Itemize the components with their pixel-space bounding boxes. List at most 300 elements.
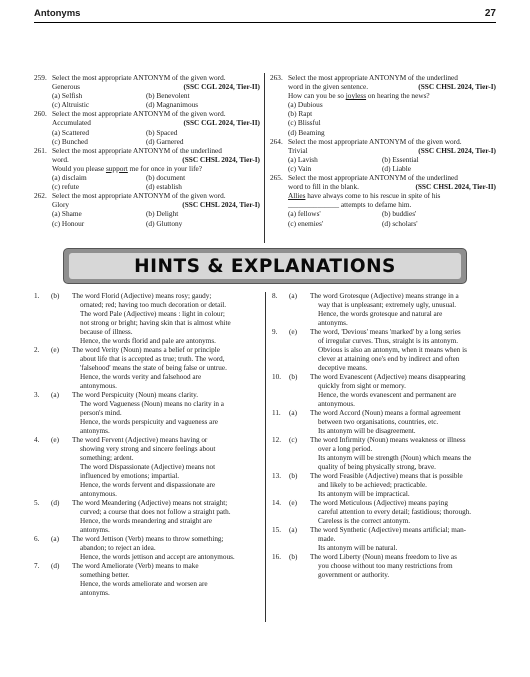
underlined-word: joyless <box>345 91 367 101</box>
sentence-text: have always come to his rescue in spite of his <box>305 191 441 201</box>
option-line <box>34 209 260 218</box>
answer-line <box>34 328 260 337</box>
answer-text: careful attention to every detail; fastidious; thorough. <box>318 508 472 516</box>
answer-text: The word Evanescent (Adjective) means disappearing <box>310 373 466 381</box>
question-line <box>34 146 260 155</box>
answer-text: person's mind. <box>80 409 122 417</box>
answer-text: antonyms. <box>80 427 110 435</box>
answer-text: Hence, the words meandering and straight are <box>80 517 212 525</box>
question-block <box>34 146 260 191</box>
answer-letter: (c) <box>289 436 297 444</box>
question-sentence <box>288 91 430 100</box>
answer-text: because of illness. <box>80 328 133 336</box>
answer-text: government or authority. <box>318 571 390 579</box>
answer-number: 8. <box>272 292 278 300</box>
option: (c) refute <box>52 182 79 192</box>
right-answer-column <box>272 292 496 580</box>
hints-banner <box>63 248 467 284</box>
sentence-text: ______________ attempts to defame him. <box>288 200 412 210</box>
question-prompt: Select the most appropriate ANTONYM of the given word. <box>52 73 226 82</box>
answer-block <box>272 553 496 580</box>
answer-line <box>272 490 496 499</box>
answer-text: ornated; red; having too much decoration or detail. <box>80 301 227 309</box>
answer-text: The word Ameliorate (Verb) means to make <box>72 562 199 570</box>
answer-line <box>272 418 496 427</box>
answer-line <box>34 373 260 382</box>
answer-line <box>272 382 496 391</box>
option: (d) Gluttony <box>146 218 183 228</box>
answer-line <box>272 337 496 346</box>
question-line <box>270 73 496 82</box>
answer-text: antonyms. <box>80 526 110 534</box>
option-line <box>270 219 496 228</box>
answer-block <box>34 391 260 436</box>
question-line <box>270 82 496 91</box>
answer-line <box>272 319 496 328</box>
option: (d) Liable <box>382 163 411 173</box>
answer-number: 5. <box>34 499 40 507</box>
answer-number: 7. <box>34 562 40 570</box>
option: (c) Honour <box>52 218 85 228</box>
answer-text: The word Meandering (Adjective) means not straight; <box>72 499 228 507</box>
answer-block <box>272 328 496 373</box>
answer-text: Its antonym will be disagreement. <box>318 427 416 435</box>
answer-text: The word Infirmity (Noun) means weakness or illness <box>310 436 466 444</box>
answer-block <box>272 499 496 526</box>
question-number: 264. <box>270 136 283 146</box>
answer-text: The word Dispassionate (Adjective) means not <box>80 463 216 471</box>
answer-text: The word Meticulous (Adjective) means paying <box>310 499 448 507</box>
answer-number: 3. <box>34 391 40 399</box>
answer-letter: (b) <box>51 292 60 300</box>
question-number: 260. <box>34 109 47 119</box>
answer-text: The word, 'Devious' means 'marked' by a long series <box>310 328 461 336</box>
question-prompt: word. <box>52 154 69 164</box>
answer-text: Hence, the words perspicuity and vagueness are <box>80 418 218 426</box>
option-line <box>270 164 496 173</box>
answer-text: curved; a course that does not follow a straight path. <box>80 508 231 516</box>
answer-text: Hence, the words ameliorate and worsen are <box>80 580 208 588</box>
exam-source: (SSC CHSL 2024, Tier-II) <box>415 182 496 192</box>
question-number: 262. <box>34 191 47 201</box>
answer-block <box>34 346 260 391</box>
answer-line <box>34 517 260 526</box>
question-block <box>34 191 260 227</box>
answer-line <box>272 409 496 418</box>
option-line <box>34 137 260 146</box>
question-stem: Trivial <box>288 145 308 155</box>
option: (d) establish <box>146 182 182 192</box>
answer-line <box>272 526 496 535</box>
option: (b) Delight <box>146 209 179 219</box>
answer-line <box>272 553 496 562</box>
answer-line <box>272 562 496 571</box>
answer-block <box>34 436 260 499</box>
answer-number: 13. <box>272 472 281 480</box>
page-header <box>34 8 496 22</box>
answer-text: Hence, the words florid and pale are antonyms. <box>80 337 216 345</box>
answer-line <box>34 436 260 445</box>
answer-line <box>34 292 260 301</box>
option-line <box>34 100 260 109</box>
answer-block <box>272 373 496 409</box>
answer-line <box>34 544 260 553</box>
answer-text: The word Fervent (Adjective) means having or <box>72 436 208 444</box>
answer-number: 9. <box>272 328 278 336</box>
answer-text: The word Jettison (Verb) means to throw something; <box>72 535 224 543</box>
answer-line <box>272 499 496 508</box>
question-sentence <box>52 164 202 173</box>
option-line <box>270 155 496 164</box>
question-prompt: Select the most appropriate ANTONYM of the given word. <box>52 191 226 201</box>
answer-line <box>272 544 496 553</box>
question-line <box>34 118 260 127</box>
exam-source: (SSC CHSL 2024, Tier-I) <box>418 145 496 155</box>
sentence-text: How can you be so <box>288 91 346 101</box>
answer-text: The word Feasible (Adjective) means that is possible <box>310 472 463 480</box>
answer-letter: (b) <box>289 373 298 381</box>
question-number: 259. <box>34 73 47 82</box>
answer-number: 14. <box>272 499 281 507</box>
answer-line <box>34 499 260 508</box>
question-line <box>270 146 496 155</box>
question-number: 263. <box>270 73 283 82</box>
answer-line <box>34 310 260 319</box>
option: (c) Vain <box>288 163 312 173</box>
answer-number: 11. <box>272 409 281 417</box>
answer-line <box>272 346 496 355</box>
option: (b) buddies' <box>382 209 417 219</box>
exam-source: (SSC CGL 2024, Tier-II) <box>183 82 260 92</box>
answer-text: abandon; to reject an idea. <box>80 544 156 552</box>
answer-block <box>272 472 496 499</box>
answer-line <box>34 364 260 373</box>
answer-text: Hence, the words verity and falsehood are <box>80 373 202 381</box>
answer-text: antonyms. <box>318 319 348 327</box>
answer-letter: (e) <box>51 346 59 354</box>
answer-text: antonymous. <box>80 382 117 390</box>
option: (a) disclaim <box>52 173 87 183</box>
answer-block <box>272 292 496 328</box>
answer-line <box>272 571 496 580</box>
answer-block <box>34 535 260 562</box>
option: (a) fellows' <box>288 209 321 219</box>
answer-text: deceptive means. <box>318 364 368 372</box>
question-block <box>270 73 496 137</box>
answer-block <box>34 562 260 598</box>
answer-line <box>34 490 260 499</box>
answer-text: Hence, the words fervent and dispassionate are <box>80 481 216 489</box>
answer-block <box>272 526 496 553</box>
question-prompt: Select the most appropriate ANTONYM of the given word. <box>288 136 462 146</box>
answer-line <box>272 292 496 301</box>
answer-text: Its antonym will be strength (Noun) which means the <box>318 454 472 462</box>
option: (a) Selfish <box>52 91 83 101</box>
answer-line <box>34 580 260 589</box>
option-line <box>34 128 260 137</box>
option: (b) Spaced <box>146 127 178 137</box>
answer-letter: (d) <box>51 562 60 570</box>
answer-text: made. <box>318 535 336 543</box>
answer-number: 2. <box>34 346 40 354</box>
answer-line <box>34 445 260 454</box>
section-title: Antonyms <box>34 8 81 19</box>
question-sentence <box>288 191 440 200</box>
answer-line <box>272 427 496 436</box>
question-stem: Accumulated <box>52 118 91 128</box>
answer-line <box>34 526 260 535</box>
right-question-column <box>270 73 496 228</box>
question-block <box>270 137 496 173</box>
answer-text: The word Pale (Adjective) means : light in colour; <box>80 310 225 318</box>
option-line <box>270 128 496 137</box>
answer-line <box>272 373 496 382</box>
answer-letter: (a) <box>289 409 297 417</box>
answer-line <box>34 319 260 328</box>
answer-text: and likely to be achieved; practicable. <box>318 481 427 489</box>
option: (b) Essential <box>382 154 419 164</box>
answer-line <box>272 535 496 544</box>
option-line <box>34 173 260 182</box>
answer-line <box>272 391 496 400</box>
sentence-text: on hearing the news? <box>366 91 430 101</box>
answer-line <box>272 454 496 463</box>
answer-block <box>272 436 496 472</box>
answer-text: you choose without too many restrictions from <box>318 562 453 570</box>
option: (a) Shame <box>52 209 82 219</box>
answer-line <box>272 310 496 319</box>
answer-text: Hence, the words grotesque and natural are <box>318 310 443 318</box>
question-line <box>34 155 260 164</box>
answer-letter: (d) <box>51 499 60 507</box>
option: (d) Garnered <box>146 136 184 146</box>
answer-line <box>272 355 496 364</box>
option: (c) Blissful <box>288 118 321 128</box>
answer-line <box>34 571 260 580</box>
answer-number: 4. <box>34 436 40 444</box>
question-line <box>34 82 260 91</box>
answer-text: Its antonym will be natural. <box>318 544 398 552</box>
answer-line <box>34 589 260 598</box>
option: (a) Scattered <box>52 127 90 137</box>
question-line <box>270 200 496 209</box>
answer-text: 'falsehood' means the state of being false or untrue. <box>80 364 227 372</box>
question-line <box>34 200 260 209</box>
option-line <box>270 100 496 109</box>
answer-text: something better. <box>80 571 130 579</box>
option-line <box>34 182 260 191</box>
answer-text: The word Perspicuity (Noun) means clarity. <box>72 391 199 399</box>
answer-text: Its antonym will be impractical. <box>318 490 410 498</box>
answer-number: 10. <box>272 373 281 381</box>
answer-line <box>34 562 260 571</box>
answer-text: over a long period. <box>318 445 373 453</box>
column-divider <box>264 73 265 243</box>
answer-letter: (e) <box>51 436 59 444</box>
answer-line <box>34 535 260 544</box>
header-rule <box>34 22 496 23</box>
answer-letter: (a) <box>51 391 59 399</box>
answer-line <box>272 400 496 409</box>
answer-text: Careless is the correct antonym. <box>318 517 411 525</box>
answer-text: The word Florid (Adjective) means rosy; gaudy; <box>72 292 212 300</box>
answer-line <box>272 301 496 310</box>
question-line <box>34 73 260 82</box>
answer-letter: (a) <box>51 535 59 543</box>
answer-text: way that is unpleasant; extremely ugly, unusual. <box>318 301 457 309</box>
question-block <box>270 173 496 228</box>
question-prompt: Select the most appropriate ANTONYM of the underlined <box>288 73 458 82</box>
answer-line <box>34 418 260 427</box>
exam-source: (SSC CGL 2024, Tier-II) <box>183 118 260 128</box>
exam-source: (SSC CHSL 2024, Tier-I) <box>418 82 496 92</box>
answer-line <box>272 436 496 445</box>
question-line <box>270 191 496 200</box>
left-answer-column <box>34 292 260 598</box>
answer-line <box>34 382 260 391</box>
page-number: 27 <box>484 8 496 19</box>
option: (b) Rapt <box>288 109 313 119</box>
answer-line <box>272 481 496 490</box>
underlined-word: Allies <box>288 191 306 201</box>
question-prompt: Select the most appropriate ANTONYM of the underlined <box>52 145 222 155</box>
underlined-word: support <box>105 163 128 173</box>
answer-letter: (b) <box>289 472 298 480</box>
answer-line <box>272 445 496 454</box>
option: (a) Dubious <box>288 100 323 110</box>
question-block <box>34 109 260 145</box>
answer-text: The word Grotesque (Adjective) means strange in a <box>310 292 459 300</box>
option: (b) document <box>146 173 186 183</box>
question-prompt: Select the most appropriate ANTONYM of the given word. <box>52 109 226 119</box>
exam-source: (SSC CHSL 2024, Tier-I) <box>182 154 260 164</box>
answer-line <box>272 472 496 481</box>
question-prompt: word in the given sentence. <box>288 82 369 92</box>
answer-text: The word Synthetic (Adjective) means artificial; man- <box>310 526 467 534</box>
option: (d) Beaming <box>288 127 325 137</box>
option-line <box>270 118 496 127</box>
option-line <box>270 109 496 118</box>
answer-text: The word Vagueness (Noun) means no clarity in a <box>80 400 224 408</box>
answer-number: 1. <box>34 292 40 300</box>
option: (d) Magnanimous <box>146 100 199 110</box>
option: (c) Bunched <box>52 136 88 146</box>
sentence-text: Would you please <box>52 163 106 173</box>
answer-text: Obvious is also an antonym, when it means when is <box>318 346 467 354</box>
answer-text: of irregular curves. Thus, straight is its antonym. <box>318 337 458 345</box>
answer-number: 12. <box>272 436 281 444</box>
question-prompt: Select the most appropriate ANTONYM of the underlined <box>288 173 458 183</box>
answer-text: between two organisations, countries, etc. <box>318 418 439 426</box>
answer-line <box>34 355 260 364</box>
option: (c) enemies' <box>288 218 324 228</box>
answer-line <box>34 463 260 472</box>
banner-inner <box>69 253 461 279</box>
question-block <box>34 73 260 109</box>
banner-title: HINTS & EXPLANATIONS <box>134 256 396 277</box>
answer-line <box>34 508 260 517</box>
answer-number: 6. <box>34 535 40 543</box>
question-stem: Glory <box>52 200 70 210</box>
option-line <box>34 91 260 100</box>
option: (b) Benevolent <box>146 91 190 101</box>
option: (d) scholars' <box>382 218 418 228</box>
option-line <box>270 209 496 218</box>
exam-source: (SSC CHSL 2024, Tier-I) <box>182 200 260 210</box>
answer-line <box>34 391 260 400</box>
answer-line <box>34 346 260 355</box>
answer-text: about life that is accepted as true; truth. The word, <box>80 355 225 363</box>
answer-line <box>272 463 496 472</box>
answer-line <box>34 472 260 481</box>
answer-text: influenced by emotions; impartial. <box>80 472 180 480</box>
question-line <box>270 173 496 182</box>
answer-line <box>34 481 260 490</box>
question-prompt: word to fill in the blank. <box>288 182 359 192</box>
answer-text: antonymous. <box>80 490 117 498</box>
answer-line <box>34 409 260 418</box>
answer-letter: (e) <box>289 499 297 507</box>
answer-line <box>34 337 260 346</box>
answer-number: 16. <box>272 553 281 561</box>
answer-line <box>34 301 260 310</box>
answer-block <box>272 409 496 436</box>
answer-column-divider <box>265 292 266 622</box>
answer-text: antonymous. <box>318 400 355 408</box>
answer-number: 15. <box>272 526 281 534</box>
answer-text: The word Liberty (Noun) means freedom to live as <box>310 553 457 561</box>
answer-letter: (e) <box>289 328 297 336</box>
answer-block <box>34 499 260 535</box>
answer-text: quickly from sight or memory. <box>318 382 406 390</box>
answer-line <box>34 553 260 562</box>
question-line <box>34 109 260 118</box>
answer-letter: (a) <box>289 292 297 300</box>
option: (a) Lavish <box>288 154 318 164</box>
answer-line <box>272 328 496 337</box>
sentence-text: me for once in your life? <box>127 163 202 173</box>
answer-line <box>272 517 496 526</box>
answer-line <box>34 427 260 436</box>
answer-line <box>34 400 260 409</box>
question-number: 261. <box>34 145 47 155</box>
answer-text: The word Verity (Noun) means a belief or principle <box>72 346 220 354</box>
answer-text: clever at attaining one's end by indirect and often <box>318 355 460 363</box>
answer-letter: (b) <box>289 553 298 561</box>
answer-text: Hence, the words evanescent and permanent are <box>318 391 457 399</box>
question-line <box>270 137 496 146</box>
answer-line <box>272 508 496 517</box>
question-line <box>34 191 260 200</box>
option: (c) Altruistic <box>52 100 90 110</box>
question-number: 265. <box>270 173 283 183</box>
question-line <box>270 91 496 100</box>
answer-letter: (a) <box>289 526 297 534</box>
answer-line <box>272 364 496 373</box>
answer-block <box>34 292 260 346</box>
answer-line <box>34 454 260 463</box>
answer-text: antonyms. <box>80 589 110 597</box>
answer-text: something; ardent. <box>80 454 134 462</box>
answer-text: The word Accord (Noun) means a formal agreement <box>310 409 461 417</box>
option-line <box>34 219 260 228</box>
answer-text: quality of being physically strong, brave. <box>318 463 436 471</box>
answer-text: Hence, the words jettison and accept are antonymous. <box>80 553 235 561</box>
answer-text: not strong or bright; having skin that is almost white <box>80 319 231 327</box>
question-stem: Generous <box>52 82 80 92</box>
question-line <box>34 164 260 173</box>
answer-text: showing very strong and sincere feelings about <box>80 445 216 453</box>
